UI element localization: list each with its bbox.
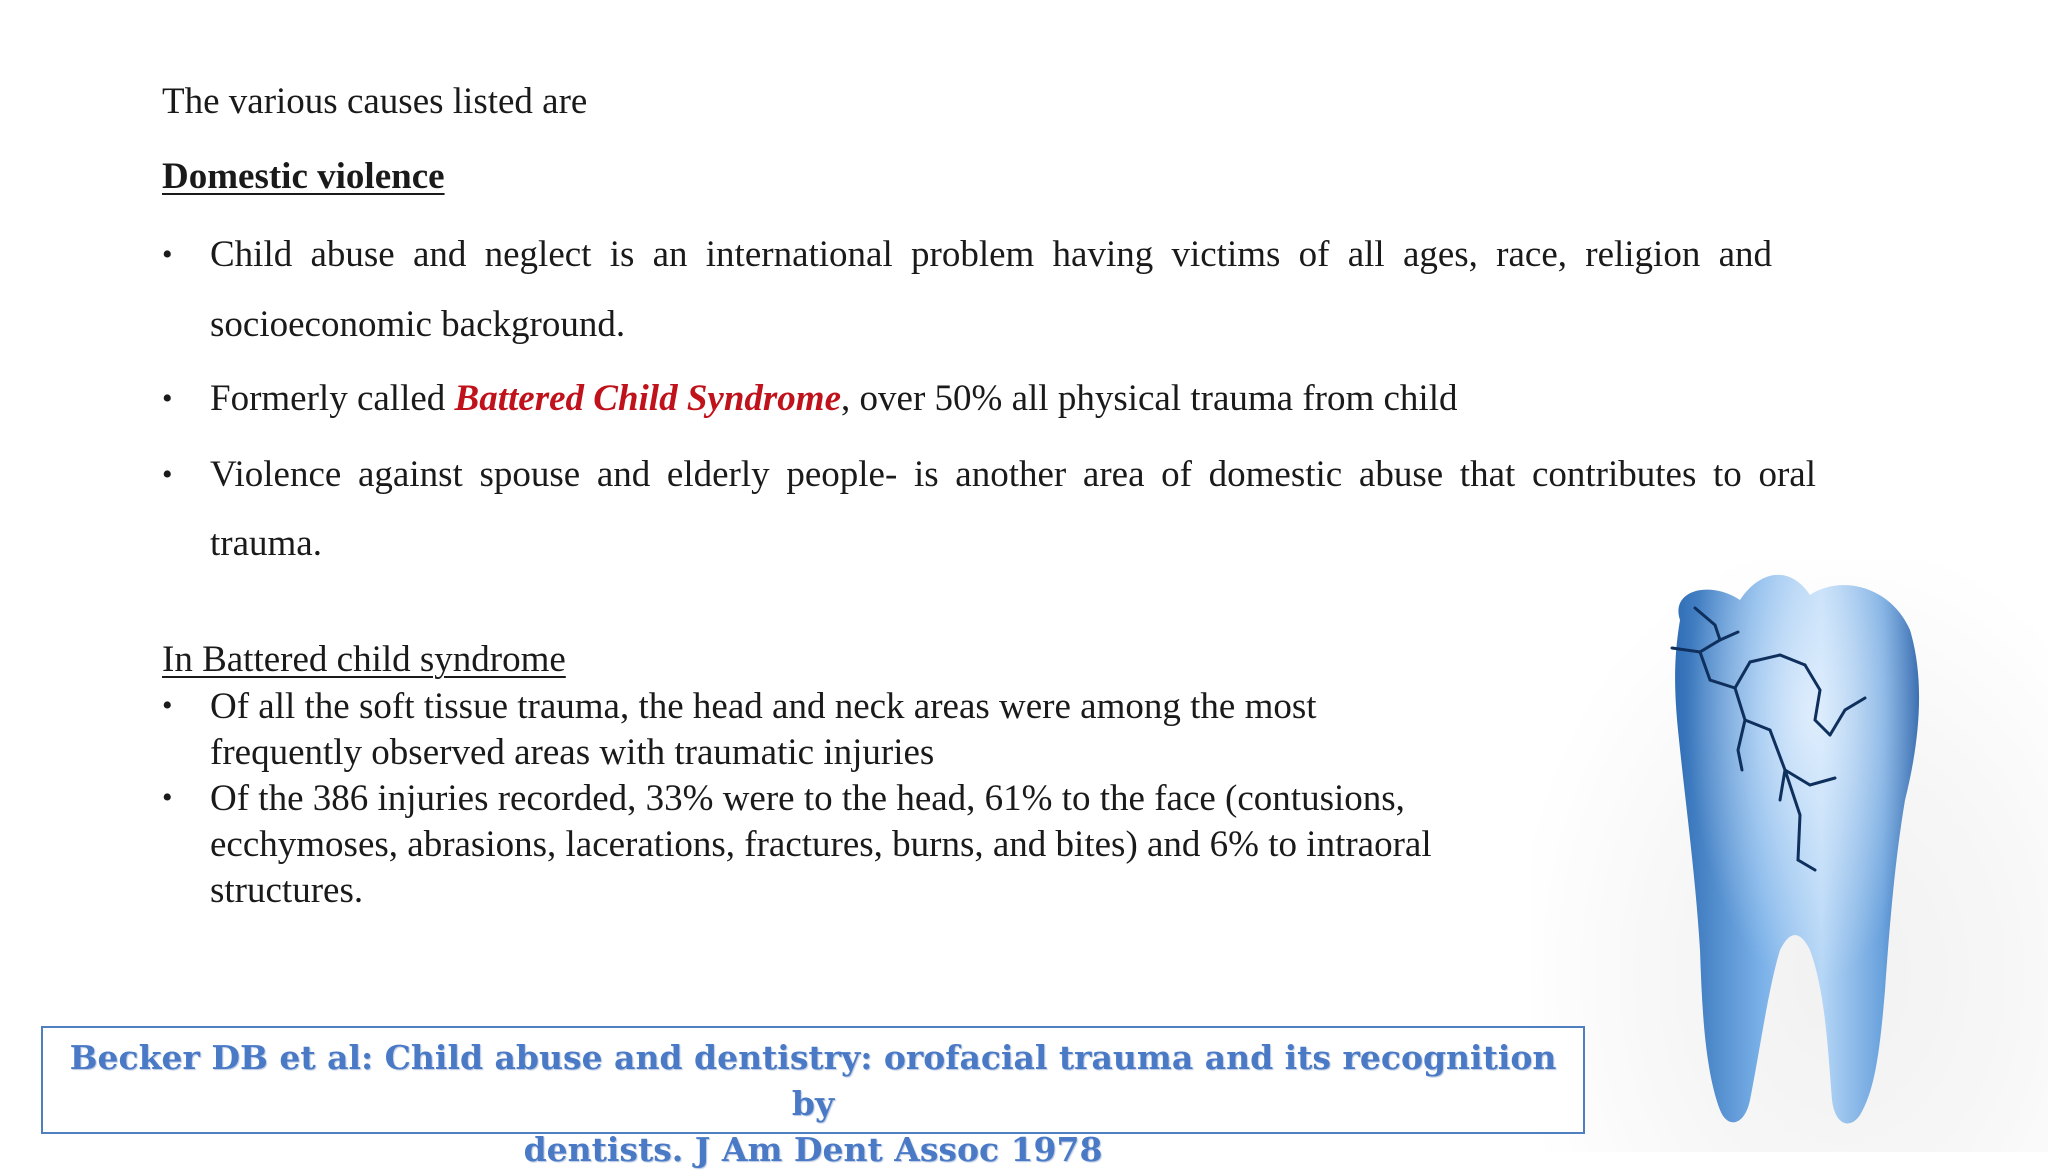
bullet-2-after: , over 50% all physical trauma from child bbox=[841, 378, 1458, 419]
sub-bullet-2-line-2: ecchymoses, abrasions, lacerations, fractures, burns, and bites) and 6% to intraoral bbox=[210, 824, 1432, 865]
bullet-2-before: Formerly called bbox=[210, 378, 455, 419]
citation-line-1: Becker DB et al: Child abuse and dentistry: orofacial trauma and its recognition by bbox=[69, 1038, 1557, 1123]
citation-box bbox=[41, 1026, 1585, 1169]
cracked-tooth-illustration bbox=[1640, 570, 1960, 1130]
sub-bullet-1-line-2: frequently observed areas with traumatic injuries bbox=[210, 732, 935, 773]
battered-child-syndrome-emphasis: Battered Child Syndrome bbox=[454, 378, 842, 419]
battered-child-subheading: In Battered child syndrome bbox=[162, 639, 566, 680]
sub-bullet-2-line-3: structures. bbox=[210, 870, 364, 911]
bullet-marker: • bbox=[162, 382, 173, 415]
bullet-marker: • bbox=[162, 238, 173, 271]
bullet-2-text bbox=[210, 377, 1458, 421]
bullet-marker: • bbox=[162, 781, 173, 814]
citation-line-2: dentists. J Am Dent Assoc 1978 bbox=[523, 1130, 1103, 1169]
sub-bullet-1-line-1: Of all the soft tissue trauma, the head and neck areas were among the most bbox=[210, 686, 1317, 727]
bullet-marker: • bbox=[162, 689, 173, 722]
sub-bullet-2-line-1: Of the 386 injuries recorded, 33% were to the head, 61% to the face (contusions, bbox=[210, 778, 1405, 819]
bullet-1-line-2: socioeconomic background. bbox=[210, 304, 626, 345]
bullet-1-line-1: Child abuse and neglect is an international problem having victims of all ages, race, religion and bbox=[210, 234, 1772, 275]
section-heading: Domestic violence bbox=[162, 156, 445, 197]
intro-text: The various causes listed are bbox=[162, 81, 588, 122]
bullet-3-line-2: trauma. bbox=[210, 523, 322, 564]
bullet-marker: • bbox=[162, 458, 173, 491]
bullet-3-line-1: Violence against spouse and elderly people- is another area of domestic abuse that contributes to oral bbox=[210, 454, 1816, 495]
